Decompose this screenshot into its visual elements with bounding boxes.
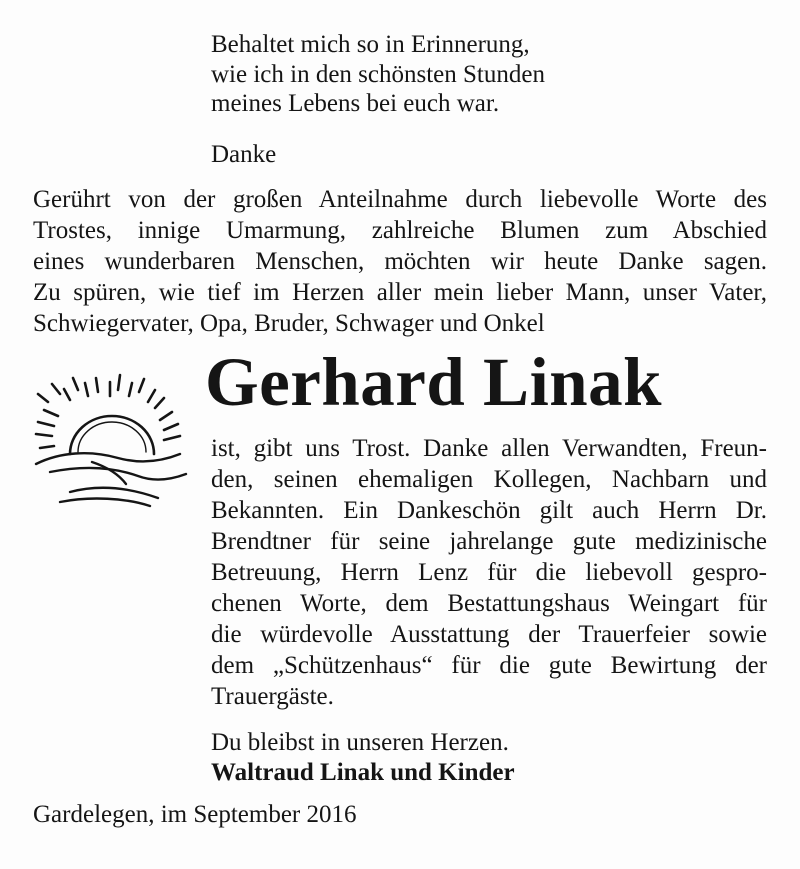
thanks-heading: Danke [211, 141, 277, 168]
intro-line: Schwiegervater, Opa, Bruder, Schwager und Onkel [33, 310, 545, 337]
intro-line: Trostes, innige Umarmung, zahlreiche Blumen zum Abschied [33, 217, 767, 244]
poem-verse [211, 30, 545, 119]
thanks-line: Brendtner für seine jahrelange gute medizinische [211, 528, 767, 555]
thanks-line: chenen Worte, dem Bestattungshaus Weingart für [211, 590, 767, 617]
thanks-line: dem „Schützenhaus“ für die gute Bewirtung der [211, 652, 767, 679]
intro-line: Gerührt von der großen Anteilnahme durch liebevolle Worte des [33, 186, 767, 213]
signature: Waltraud Linak und Kinder [211, 759, 515, 786]
thanks-paragraph [211, 433, 767, 712]
sunrise-over-hills-icon [30, 372, 195, 512]
thanks-line: die würdevolle Ausstattung der Trauerfeier sowie [211, 621, 767, 648]
thanks-line: ist, gibt uns Trost. Danke allen Verwandten, Freun- [211, 435, 767, 462]
place-date: Gardelegen, im September 2016 [33, 801, 357, 828]
intro-paragraph [33, 184, 767, 339]
poem-line: meines Lebens bei euch war. [211, 90, 500, 117]
thanks-line: Trauergäste. [211, 683, 334, 710]
closing-block [211, 728, 515, 788]
thanks-line: Betreuung, Herrn Lenz für die liebevoll gespro- [211, 559, 767, 586]
poem-line: wie ich in den schönsten Stunden [211, 60, 545, 88]
intro-line: Zu spüren, wie tief im Herzen aller mein lieber Mann, unser Vater, [33, 279, 767, 306]
thanks-line: den, seinen ehemaligen Kollegen, Nachbarn und [211, 466, 767, 493]
closing-line: Du bleibst in unseren Herzen. [211, 729, 509, 756]
thanks-line: Bekannten. Ein Dankeschön gilt auch Herrn Dr. [211, 497, 767, 524]
intro-line: eines wunderbaren Menschen, möchten wir heute Danke sagen. [33, 248, 767, 275]
poem-line: Behaltet mich so in Erinnerung, [211, 31, 530, 58]
deceased-name: Gerhard Linak [205, 344, 662, 420]
